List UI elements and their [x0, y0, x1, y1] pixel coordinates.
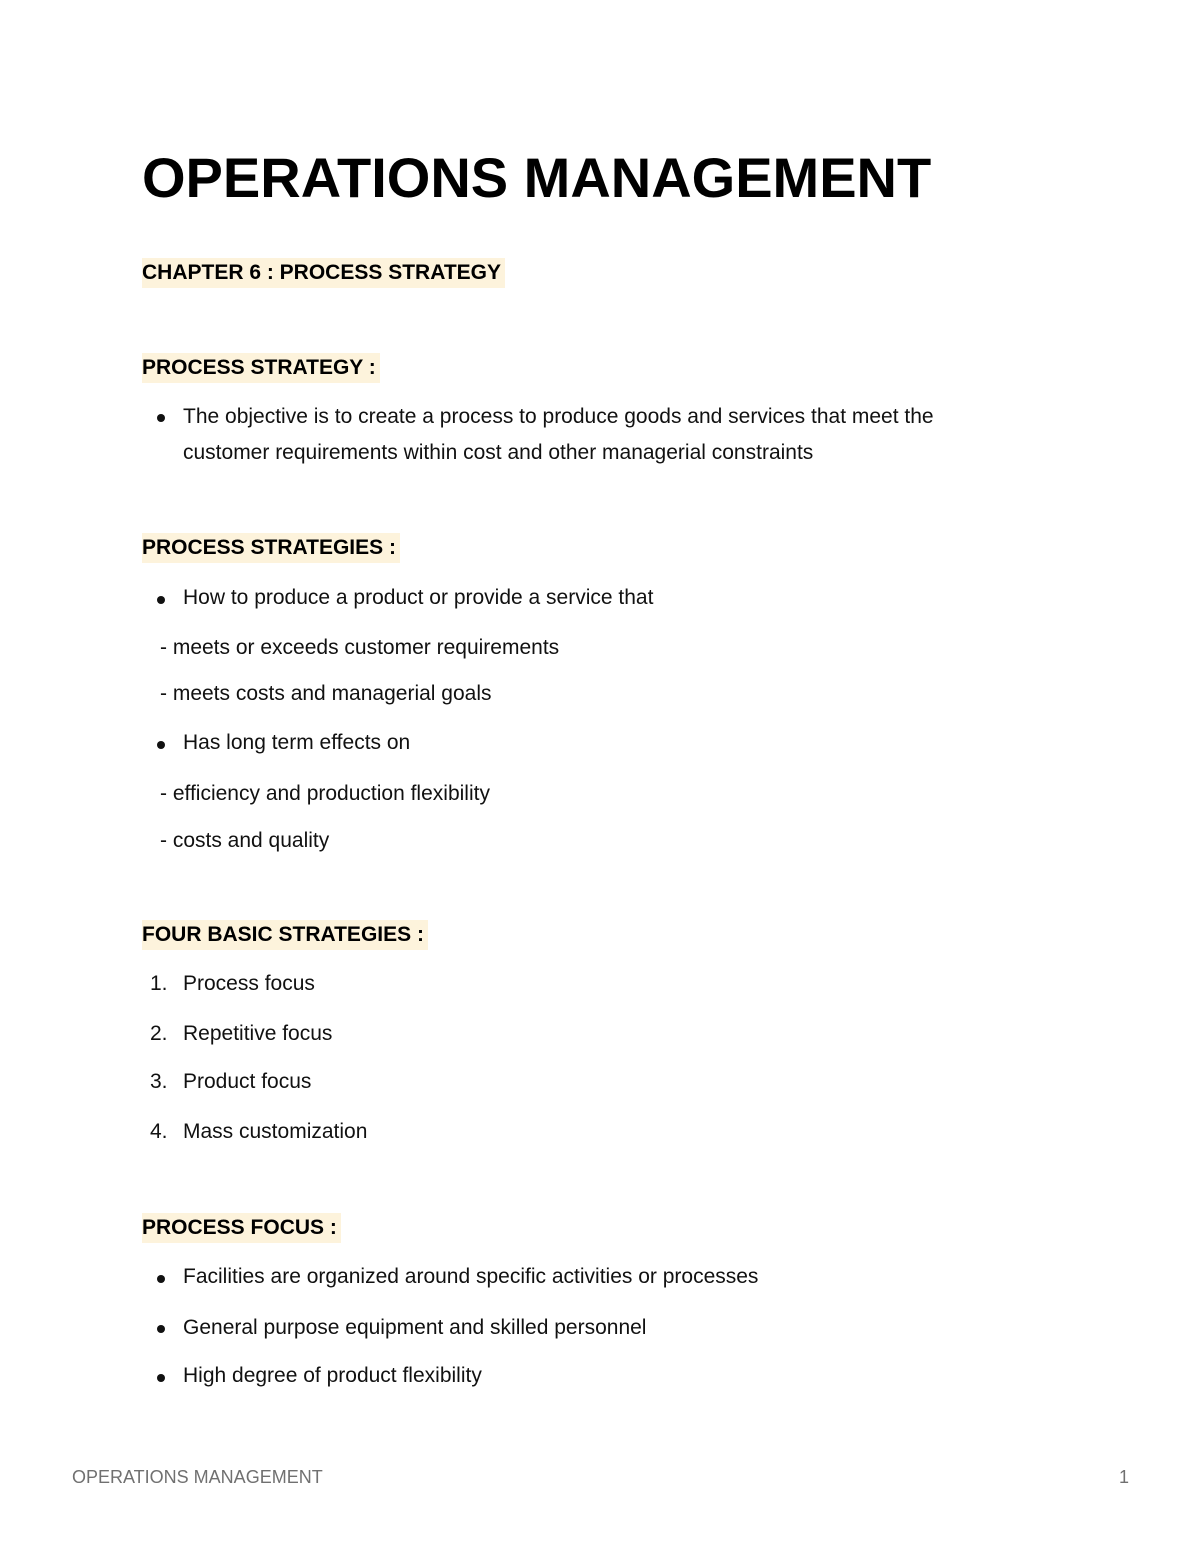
list-item: How to produce a product or provide a service that [183, 586, 654, 609]
page-title: OPERATIONS MANAGEMENT [142, 146, 932, 209]
list-item: The objective is to create a process to produce goods and services that meet the [183, 405, 934, 428]
numbered-item: Mass customization [183, 1120, 368, 1143]
list-number: 4. [150, 1120, 168, 1143]
sub-item: - meets costs and managerial goals [160, 682, 492, 705]
sub-item: - meets or exceeds customer requirements [160, 636, 560, 659]
bullet-dot [157, 741, 165, 749]
section-heading-process-strategies: PROCESS STRATEGIES : [142, 533, 400, 563]
list-item: Facilities are organized around specific activities or processes [183, 1265, 759, 1288]
list-item: High degree of product flexibility [183, 1364, 482, 1387]
list-item-continuation: customer requirements within cost and other managerial constraints [183, 441, 814, 464]
sub-item: - efficiency and production flexibility [160, 782, 490, 805]
numbered-item: Repetitive focus [183, 1022, 333, 1045]
section-heading-process-strategy: PROCESS STRATEGY : [142, 353, 380, 383]
bullet-dot [157, 1374, 165, 1382]
section-heading-four-basic-strategies: FOUR BASIC STRATEGIES : [142, 920, 428, 950]
footer-title: OPERATIONS MANAGEMENT [72, 1467, 323, 1487]
numbered-item: Process focus [183, 972, 315, 995]
chapter-heading: CHAPTER 6 : PROCESS STRATEGY [142, 258, 505, 288]
bullet-dot [157, 596, 165, 604]
sub-item: - costs and quality [160, 829, 330, 852]
numbered-item: Product focus [183, 1070, 312, 1093]
list-item: Has long term effects on [183, 731, 411, 754]
list-number: 3. [150, 1070, 168, 1093]
list-number: 1. [150, 972, 168, 995]
list-number: 2. [150, 1022, 168, 1045]
page-number: 1 [1119, 1467, 1130, 1487]
bullet-dot [157, 414, 165, 422]
bullet-dot [157, 1275, 165, 1283]
bullet-dot [157, 1325, 165, 1333]
list-item: General purpose equipment and skilled personnel [183, 1316, 647, 1339]
section-heading-process-focus: PROCESS FOCUS : [142, 1213, 341, 1243]
